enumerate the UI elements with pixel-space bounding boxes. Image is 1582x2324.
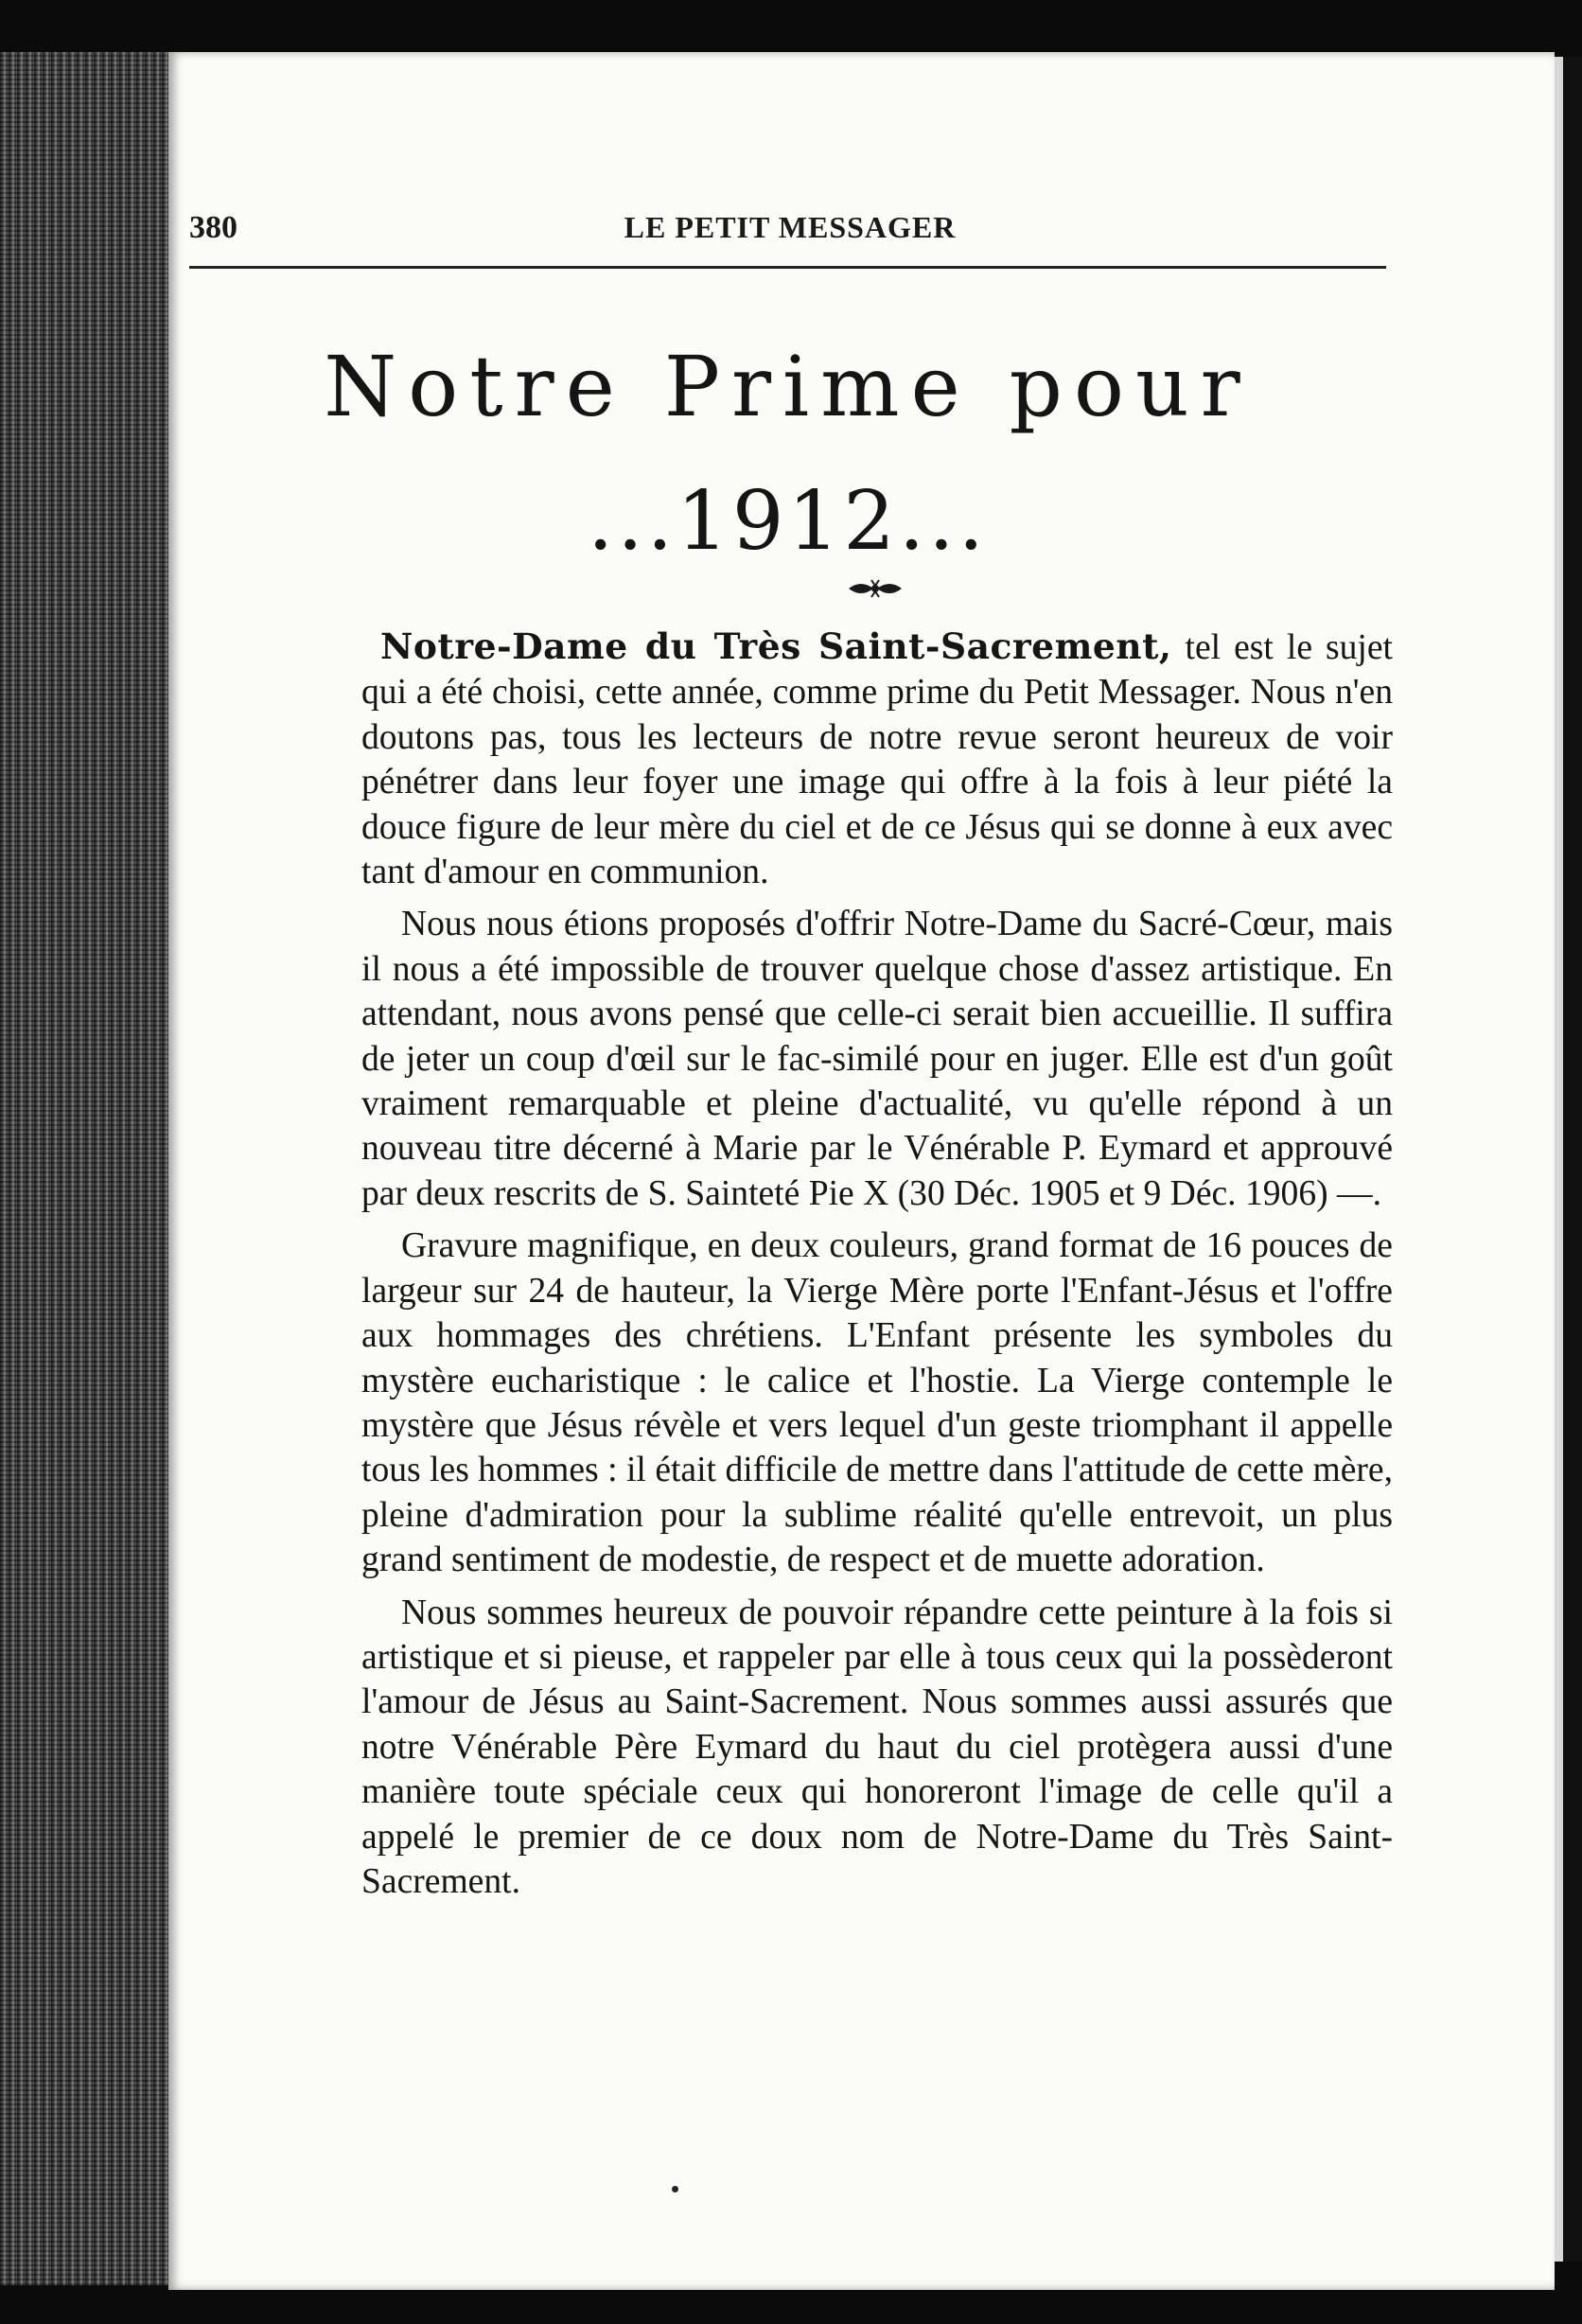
running-head [189,210,1391,248]
paragraph-1-text: tel est le sujet qui a été choisi, cette année, comme prime du Petit Messager. Nous n'en doutons pas, tous les lecteurs de notre revue seront heureux de voir pénétrer dans leur foyer une image qui offre à la fois à leur piété la douce figure de leur mère du ciel et de ce Jésus qui se donne à eux avec tant d'amour en communion. [361,628,1393,892]
article-title: Notre Prime pour [324,338,1252,435]
page-mark [672,2186,678,2192]
subject-heading: Notre-Dame du Très Saint-Sacrement, [380,625,1172,667]
journal-title: LE PETIT MESSAGER [624,210,957,244]
article-body [361,625,1393,1911]
paragraph-1 [361,625,1393,894]
article-title-year: ...1912... [588,474,988,569]
paragraph-4: Nous sommes heureux de pouvoir répandre cette peinture à la fois si artistique et si pieuse, et rappeler par elle à tous ceux qui la possèderont l'amour de Jésus au Saint-Sacrement. Nous sommes aussi assurés que notre Vénérable Père Eymard du haut du ciel protègera aussi d'une manière toute spéciale ceux qui honoreront l'image de celle qu'il a appelé le premier de ce doux nom de Notre-Dame du Très Saint-Sacrement. [361,1593,1393,1901]
paragraph-2: Nous nous étions proposés d'offrir Notre-Dame du Sacré-Cœur, mais il nous a été impossible de trouver quelque chose d'assez artistique. En attendant, nous avons pensé que celle-ci serait bien accueillie. Il suffira de jeter un coup d'œil sur le fac-similé pour en juger. Elle est d'un goût vraiment remarquable et pleine d'actualité, vu qu'elle répond à un nouveau titre décerné à Marie par le Vénérable P. Eymard et approuvé par deux rescrits de S. Sainteté Pie X (30 Déc. 1905 et 9 Déc. 1906) —. [361,905,1393,1213]
book-page-edges [0,52,170,2285]
right-page-edge [1554,57,1582,2262]
paragraph-3: Gravure magnifique, en deux couleurs, grand format de 16 pouces de largeur sur 24 de hauteur, la Vierge Mère porte l'Enfant-Jésus et l'offre aux hommages des chrétiens. L'Enfant présente les symboles du mystère eucharistique : le calice et l'hostie. La Vierge contemple le mystère que Jésus révèle et vers lequel d'un geste triomphant il appelle tous les hommes : il était difficile de mettre dans l'attitude de cette mère, pleine d'admiration pour la sublime réalité qu'elle entrevoit, un plus grand sentiment de modestie, de respect et de muette adoration. [361,1226,1393,1580]
header-rule [189,266,1386,269]
page-number: 380 [189,210,237,245]
fleuron-ornament-icon [847,574,904,603]
